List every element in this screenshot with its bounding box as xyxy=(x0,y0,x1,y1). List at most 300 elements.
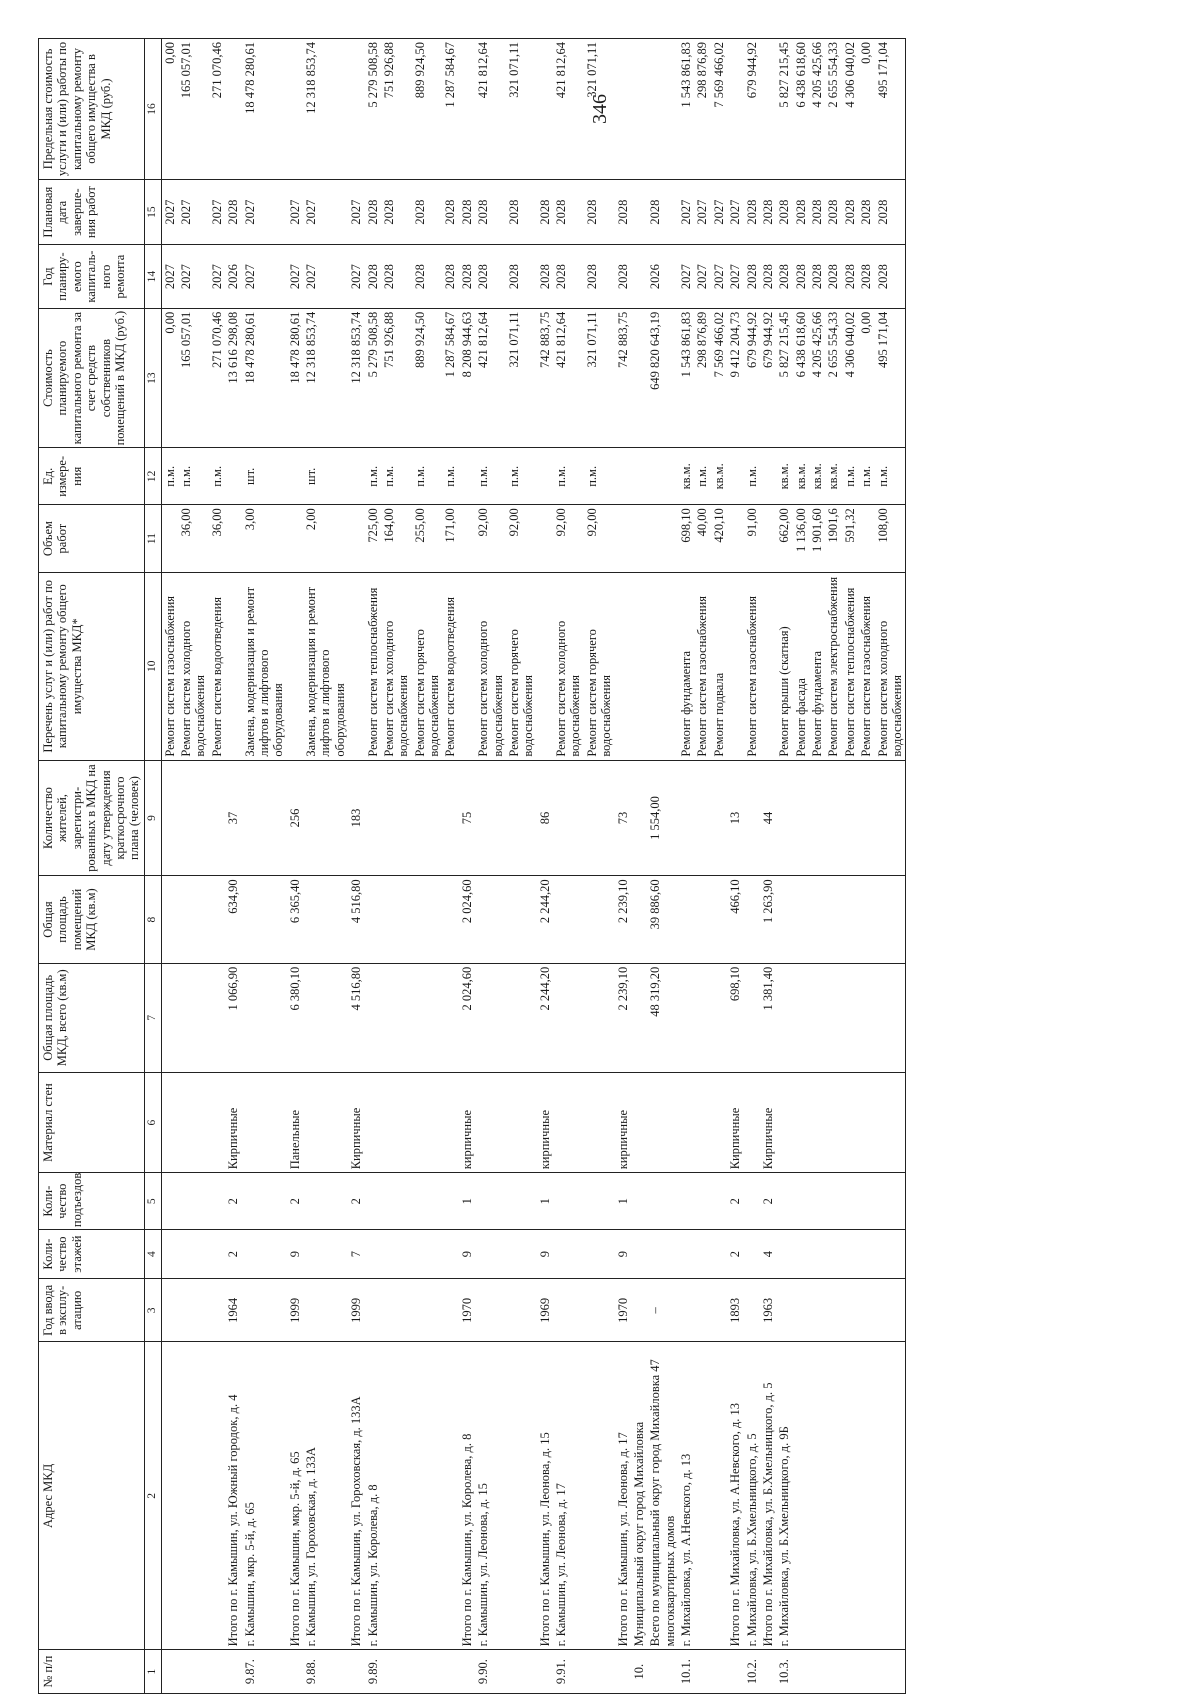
wall-material-cell xyxy=(242,1072,287,1172)
repair-year-cell: 2028 xyxy=(442,245,458,308)
max-cost-cell: 12 318 853,74 xyxy=(303,39,348,180)
floors-cell xyxy=(553,1230,584,1279)
max-cost-cell: 1 543 861,83 xyxy=(678,39,694,180)
completion-year-cell: 2027 xyxy=(678,179,694,245)
repair-year-cell: 2027 xyxy=(242,245,287,308)
max-cost-cell xyxy=(348,39,364,180)
residents-cell: 256 xyxy=(287,760,303,876)
completion-year-cell: 2028 xyxy=(744,179,760,245)
floors-cell xyxy=(442,1230,458,1279)
col-header-max-cost: Предельная стоимость услуги и (или) работы по капитальному ремонту общего имущества в МКД (руб.) xyxy=(39,39,145,180)
item-number xyxy=(760,1650,776,1694)
address-cell: Итого по г. Камышин, ул. Королева, д. 8 xyxy=(459,1342,475,1650)
unit-cell: п.м. xyxy=(744,448,760,505)
volume-cell: 662,00 xyxy=(776,505,792,573)
address-cell: Итого по г. Камышин, ул. Леонова, д. 15 xyxy=(537,1342,553,1650)
volume-cell: 591,32 xyxy=(842,505,858,573)
wall-material-cell: кирпичные xyxy=(537,1072,553,1172)
address-cell: г. Михайловка, ул. А.Невского, д. 13 xyxy=(678,1342,694,1650)
max-cost-cell: 5 279 508,58 xyxy=(365,39,381,180)
item-number xyxy=(647,1650,678,1694)
work-name-cell: Ремонт систем горячего водоснабжения xyxy=(584,572,615,760)
max-cost-cell: 7 569 466,02 xyxy=(711,39,727,180)
residents-cell xyxy=(475,760,506,876)
repair-year-cell: 2028 xyxy=(793,245,809,308)
cost-cell: 1 543 861,83 xyxy=(678,308,694,448)
residents-cell xyxy=(553,760,584,876)
column-number: 3 xyxy=(144,1279,161,1342)
work-name-cell xyxy=(348,572,364,760)
address-cell xyxy=(694,1342,710,1650)
premises-area-cell xyxy=(825,876,841,963)
premises-area-cell xyxy=(678,876,694,963)
premises-area-cell xyxy=(178,876,209,963)
address-cell xyxy=(825,1342,841,1650)
premises-area-cell xyxy=(506,876,537,963)
max-cost-cell xyxy=(631,39,647,180)
total-area-cell: 2 024,60 xyxy=(459,963,475,1072)
entrances-cell xyxy=(647,1173,678,1230)
work-name-cell: Ремонт систем холодного водоснабжения xyxy=(178,572,209,760)
residents-cell xyxy=(842,760,858,876)
entrances-cell xyxy=(412,1173,443,1230)
max-cost-cell: 2 655 554,33 xyxy=(825,39,841,180)
address-cell xyxy=(858,1342,874,1650)
repair-year-cell: 2028 xyxy=(365,245,381,308)
premises-area-cell: 2 239,10 xyxy=(615,876,631,963)
unit-cell xyxy=(459,448,475,505)
wall-material-cell: кирпичные xyxy=(459,1072,475,1172)
premises-area-cell: 39 886,60 xyxy=(647,876,678,963)
floors-cell xyxy=(678,1230,694,1279)
residents-cell xyxy=(506,760,537,876)
total-area-cell: 1 381,40 xyxy=(760,963,776,1072)
work-name-cell: Ремонт систем холодного водоснабжения xyxy=(553,572,584,760)
col-header-wall-material: Материал стен xyxy=(39,1072,145,1172)
work-name-cell: Ремонт систем горячего водоснабжения xyxy=(506,572,537,760)
subtotal-row xyxy=(348,39,364,1694)
completion-year-cell xyxy=(631,179,647,245)
year-cell xyxy=(381,1279,412,1342)
year-cell xyxy=(744,1279,760,1342)
item-number xyxy=(858,1650,874,1694)
table-row xyxy=(242,39,287,1694)
subtotal-row xyxy=(287,39,303,1694)
year-cell xyxy=(506,1279,537,1342)
volume-cell xyxy=(631,505,647,573)
col-header-volume: Объем работ xyxy=(39,505,145,573)
volume-cell: 420,10 xyxy=(711,505,727,573)
residents-cell xyxy=(242,760,287,876)
floors-cell: 2 xyxy=(225,1230,241,1279)
table-row xyxy=(776,39,792,1694)
volume-cell: 92,00 xyxy=(506,505,537,573)
cost-cell: 298 876,89 xyxy=(694,308,710,448)
total-area-cell xyxy=(858,963,874,1072)
table-row xyxy=(694,39,710,1694)
wall-material-cell xyxy=(178,1072,209,1172)
cost-cell: 12 318 853,74 xyxy=(303,308,348,448)
year-cell xyxy=(412,1279,443,1342)
cost-cell: 6 438 618,60 xyxy=(793,308,809,448)
address-cell: г. Камышин, ул. Королева, д. 8 xyxy=(365,1342,381,1650)
item-number: 10. xyxy=(631,1650,647,1694)
subtotal-row xyxy=(537,39,553,1694)
wall-material-cell xyxy=(506,1072,537,1172)
unit-cell: п.м. xyxy=(842,448,858,505)
floors-cell xyxy=(776,1230,792,1279)
max-cost-cell xyxy=(760,39,776,180)
item-number xyxy=(506,1650,537,1694)
max-cost-cell: 321 071,11 xyxy=(584,39,615,180)
address-cell xyxy=(875,1342,906,1650)
unit-cell: кв.м. xyxy=(809,448,825,505)
entrances-cell xyxy=(475,1173,506,1230)
work-name-cell: Ремонт систем теплоснабжения xyxy=(365,572,381,760)
entrances-cell xyxy=(209,1173,225,1230)
wall-material-cell xyxy=(381,1072,412,1172)
volume-cell xyxy=(760,505,776,573)
cost-cell: 751 926,88 xyxy=(381,308,412,448)
work-name-cell: Ремонт систем водоотведения xyxy=(209,572,225,760)
unit-cell xyxy=(631,448,647,505)
max-cost-cell: 6 438 618,60 xyxy=(793,39,809,180)
floors-cell xyxy=(744,1230,760,1279)
volume-cell: 108,00 xyxy=(875,505,906,573)
item-number xyxy=(694,1650,710,1694)
cost-cell: 5 827 215,45 xyxy=(776,308,792,448)
address-cell: Итого по г. Михайловка, ул. Б.Хмельницкого, д. 5 xyxy=(760,1342,776,1650)
address-cell xyxy=(381,1342,412,1650)
repair-year-cell: 2028 xyxy=(506,245,537,308)
work-name-cell xyxy=(225,572,241,760)
unit-cell: кв.м. xyxy=(776,448,792,505)
completion-year-cell: 2028 xyxy=(776,179,792,245)
total-area-cell xyxy=(776,963,792,1072)
entrances-cell xyxy=(442,1173,458,1230)
floors-cell xyxy=(809,1230,825,1279)
completion-year-cell: 2027 xyxy=(287,179,303,245)
unit-cell: кв.м. xyxy=(711,448,727,505)
wall-material-cell xyxy=(825,1072,841,1172)
item-number xyxy=(459,1650,475,1694)
premises-area-cell xyxy=(694,876,710,963)
total-area-cell xyxy=(475,963,506,1072)
cost-cell: 421 812,64 xyxy=(475,308,506,448)
cost-cell: 5 279 508,58 xyxy=(365,308,381,448)
volume-cell: 92,00 xyxy=(475,505,506,573)
col-header-floors: Коли-чество этажей xyxy=(39,1230,145,1279)
item-number: 9.91. xyxy=(553,1650,584,1694)
repair-year-cell: 2028 xyxy=(381,245,412,308)
cost-cell: 742 883,75 xyxy=(615,308,631,448)
premises-area-cell xyxy=(242,876,287,963)
residents-cell xyxy=(365,760,381,876)
item-number xyxy=(727,1650,743,1694)
address-cell xyxy=(178,1342,209,1650)
premises-area-cell xyxy=(776,876,792,963)
work-name-cell xyxy=(647,572,678,760)
year-cell xyxy=(825,1279,841,1342)
premises-area-cell xyxy=(875,876,906,963)
year-cell xyxy=(242,1279,287,1342)
entrances-cell: 2 xyxy=(225,1173,241,1230)
repair-year-cell xyxy=(631,245,647,308)
entrances-cell xyxy=(694,1173,710,1230)
address-cell xyxy=(711,1342,727,1650)
year-cell: 1964 xyxy=(225,1279,241,1342)
table-row xyxy=(381,39,412,1694)
max-cost-cell xyxy=(459,39,475,180)
cost-cell xyxy=(631,308,647,448)
item-number xyxy=(584,1650,615,1694)
residents-cell: 183 xyxy=(348,760,364,876)
wall-material-cell: Кирпичные xyxy=(760,1072,776,1172)
completion-year-cell: 2028 xyxy=(412,179,443,245)
item-number xyxy=(442,1650,458,1694)
cost-cell: 649 820 643,19 xyxy=(647,308,678,448)
max-cost-cell: 271 070,46 xyxy=(209,39,225,180)
col-header-total-area: Общая площадь МКД, всего (кв.м) xyxy=(39,963,145,1072)
residents-cell: 86 xyxy=(537,760,553,876)
volume-cell: 40,00 xyxy=(694,505,710,573)
wall-material-cell xyxy=(209,1072,225,1172)
premises-area-cell: 1 263,90 xyxy=(760,876,776,963)
completion-year-cell: 2028 xyxy=(381,179,412,245)
volume-cell: 164,00 xyxy=(381,505,412,573)
wall-material-cell: Кирпичные xyxy=(225,1072,241,1172)
total-area-cell: 1 066,90 xyxy=(225,963,241,1072)
year-cell xyxy=(161,1279,178,1342)
header-row xyxy=(39,39,145,1694)
address-cell xyxy=(842,1342,858,1650)
entrances-cell xyxy=(678,1173,694,1230)
entrances-cell xyxy=(161,1173,178,1230)
premises-area-cell xyxy=(553,876,584,963)
cost-cell: 0,00 xyxy=(161,308,178,448)
unit-cell: п.м. xyxy=(475,448,506,505)
max-cost-cell: 4 205 425,66 xyxy=(809,39,825,180)
unit-cell: шт. xyxy=(242,448,287,505)
wall-material-cell xyxy=(412,1072,443,1172)
floors-cell xyxy=(694,1230,710,1279)
table-row xyxy=(161,39,178,1694)
repair-year-cell: 2028 xyxy=(537,245,553,308)
residents-cell xyxy=(412,760,443,876)
repair-year-cell: 2027 xyxy=(711,245,727,308)
residents-cell xyxy=(209,760,225,876)
repair-year-cell: 2027 xyxy=(348,245,364,308)
unit-cell: п.м. xyxy=(506,448,537,505)
repair-year-cell: 2028 xyxy=(584,245,615,308)
total-area-cell xyxy=(506,963,537,1072)
column-number: 8 xyxy=(144,876,161,963)
entrances-cell xyxy=(825,1173,841,1230)
completion-year-cell: 2028 xyxy=(365,179,381,245)
volume-cell: 36,00 xyxy=(209,505,225,573)
residents-cell xyxy=(381,760,412,876)
max-cost-cell: 165 057,01 xyxy=(178,39,209,180)
premises-area-cell xyxy=(475,876,506,963)
completion-year-cell: 2028 xyxy=(537,179,553,245)
repair-year-cell: 2028 xyxy=(412,245,443,308)
repair-year-cell: 2028 xyxy=(475,245,506,308)
premises-area-cell: 4 516,80 xyxy=(348,876,364,963)
floors-cell xyxy=(825,1230,841,1279)
volume-cell xyxy=(161,505,178,573)
unit-cell: п.м. xyxy=(553,448,584,505)
table-row xyxy=(553,39,584,1694)
cost-cell: 679 944,92 xyxy=(744,308,760,448)
premises-area-cell xyxy=(858,876,874,963)
table-row xyxy=(303,39,348,1694)
premises-area-cell xyxy=(711,876,727,963)
col-header-unit: Ед. измере-ния xyxy=(39,448,145,505)
table-row xyxy=(678,39,694,1694)
cost-cell: 18 478 280,61 xyxy=(287,308,303,448)
repair-year-cell: 2026 xyxy=(225,245,241,308)
repair-year-cell: 2028 xyxy=(760,245,776,308)
completion-year-cell: 2028 xyxy=(647,179,678,245)
total-area-cell xyxy=(381,963,412,1072)
repair-year-cell: 2027 xyxy=(303,245,348,308)
volume-cell: 725,00 xyxy=(365,505,381,573)
repair-year-cell: 2028 xyxy=(858,245,874,308)
repair-year-cell: 2026 xyxy=(647,245,678,308)
unit-cell: п.м. xyxy=(875,448,906,505)
residents-cell: 73 xyxy=(615,760,631,876)
floors-cell xyxy=(161,1230,178,1279)
capital-repair-table xyxy=(38,38,906,1694)
total-area-cell xyxy=(744,963,760,1072)
entrances-cell: 2 xyxy=(760,1173,776,1230)
total-area-cell xyxy=(412,963,443,1072)
floors-cell xyxy=(365,1230,381,1279)
address-cell: г. Камышин, ул. Леонова, д. 17 xyxy=(553,1342,584,1650)
entrances-cell xyxy=(303,1173,348,1230)
unit-cell: п.м. xyxy=(381,448,412,505)
wall-material-cell xyxy=(584,1072,615,1172)
table-row xyxy=(711,39,727,1694)
premises-area-cell: 6 365,40 xyxy=(287,876,303,963)
entrances-cell xyxy=(365,1173,381,1230)
repair-year-cell: 2027 xyxy=(161,245,178,308)
completion-year-cell: 2028 xyxy=(809,179,825,245)
completion-year-cell: 2028 xyxy=(615,179,631,245)
page-number: 346 xyxy=(589,94,611,124)
entrances-cell xyxy=(793,1173,809,1230)
subtotal-row xyxy=(615,39,631,1694)
unit-cell: кв.м. xyxy=(678,448,694,505)
repair-year-cell: 2028 xyxy=(776,245,792,308)
wall-material-cell: Панельные xyxy=(287,1072,303,1172)
year-cell: 1999 xyxy=(348,1279,364,1342)
repair-year-cell: 2027 xyxy=(678,245,694,308)
entrances-cell xyxy=(711,1173,727,1230)
column-number: 11 xyxy=(144,505,161,573)
premises-area-cell xyxy=(631,876,647,963)
work-name-cell: Ремонт фасада xyxy=(793,572,809,760)
entrances-cell xyxy=(381,1173,412,1230)
max-cost-cell xyxy=(727,39,743,180)
entrances-cell: 2 xyxy=(348,1173,364,1230)
repair-year-cell: 2028 xyxy=(553,245,584,308)
floors-cell xyxy=(475,1230,506,1279)
residents-cell xyxy=(631,760,647,876)
column-number: 16 xyxy=(144,39,161,180)
floors-cell: 9 xyxy=(459,1230,475,1279)
unit-cell xyxy=(760,448,776,505)
year-cell xyxy=(809,1279,825,1342)
completion-year-cell: 2028 xyxy=(553,179,584,245)
table-row xyxy=(631,39,647,1694)
item-number xyxy=(381,1650,412,1694)
address-cell xyxy=(209,1342,225,1650)
work-name-cell: Ремонт систем холодного водоснабжения xyxy=(475,572,506,760)
item-number xyxy=(711,1650,727,1694)
work-name-cell xyxy=(537,572,553,760)
address-cell: Итого по г. Камышин, ул. Леонова, д. 17 xyxy=(615,1342,631,1650)
item-number xyxy=(842,1650,858,1694)
volume-cell xyxy=(647,505,678,573)
work-name-cell xyxy=(760,572,776,760)
premises-area-cell xyxy=(209,876,225,963)
item-number: 9.87. xyxy=(242,1650,287,1694)
column-number: 5 xyxy=(144,1173,161,1230)
unit-cell: п.м. xyxy=(858,448,874,505)
table-row xyxy=(842,39,858,1694)
unit-cell: п.м. xyxy=(178,448,209,505)
work-name-cell: Ремонт подвала xyxy=(711,572,727,760)
address-cell: Итого по г. Камышин, ул. Южный городок, д. 4 xyxy=(225,1342,241,1650)
year-cell xyxy=(365,1279,381,1342)
entrances-cell: 1 xyxy=(615,1173,631,1230)
floors-cell xyxy=(303,1230,348,1279)
repair-year-cell: 2028 xyxy=(825,245,841,308)
max-cost-cell xyxy=(647,39,678,180)
cost-cell: 271 070,46 xyxy=(209,308,225,448)
cost-cell: 679 944,92 xyxy=(760,308,776,448)
volume-cell xyxy=(348,505,364,573)
floors-cell xyxy=(711,1230,727,1279)
year-cell xyxy=(793,1279,809,1342)
item-number xyxy=(412,1650,443,1694)
table-row xyxy=(365,39,381,1694)
total-area-cell xyxy=(711,963,727,1072)
col-header-cost: Стоимость планируемого капитального ремонта за счет средств собственников помещений в МКД (руб.) xyxy=(39,308,145,448)
work-name-cell: Замена, модернизация и ремонт лифтов и лифтового оборудования xyxy=(242,572,287,760)
floors-cell xyxy=(242,1230,287,1279)
completion-year-cell: 2027 xyxy=(694,179,710,245)
max-cost-cell: 421 812,64 xyxy=(553,39,584,180)
column-number: 9 xyxy=(144,760,161,876)
year-cell xyxy=(842,1279,858,1342)
entrances-cell xyxy=(584,1173,615,1230)
col-header-year: Год ввода в эксплу-атацию xyxy=(39,1279,145,1342)
year-cell xyxy=(442,1279,458,1342)
total-area-cell xyxy=(442,963,458,1072)
cost-cell: 321 071,11 xyxy=(506,308,537,448)
floors-cell xyxy=(793,1230,809,1279)
total-area-cell: 4 516,80 xyxy=(348,963,364,1072)
premises-area-cell xyxy=(809,876,825,963)
address-cell xyxy=(809,1342,825,1650)
year-cell xyxy=(584,1279,615,1342)
cost-cell: 12 318 853,74 xyxy=(348,308,364,448)
residents-cell xyxy=(178,760,209,876)
volume-cell: 36,00 xyxy=(178,505,209,573)
floors-cell: 7 xyxy=(348,1230,364,1279)
